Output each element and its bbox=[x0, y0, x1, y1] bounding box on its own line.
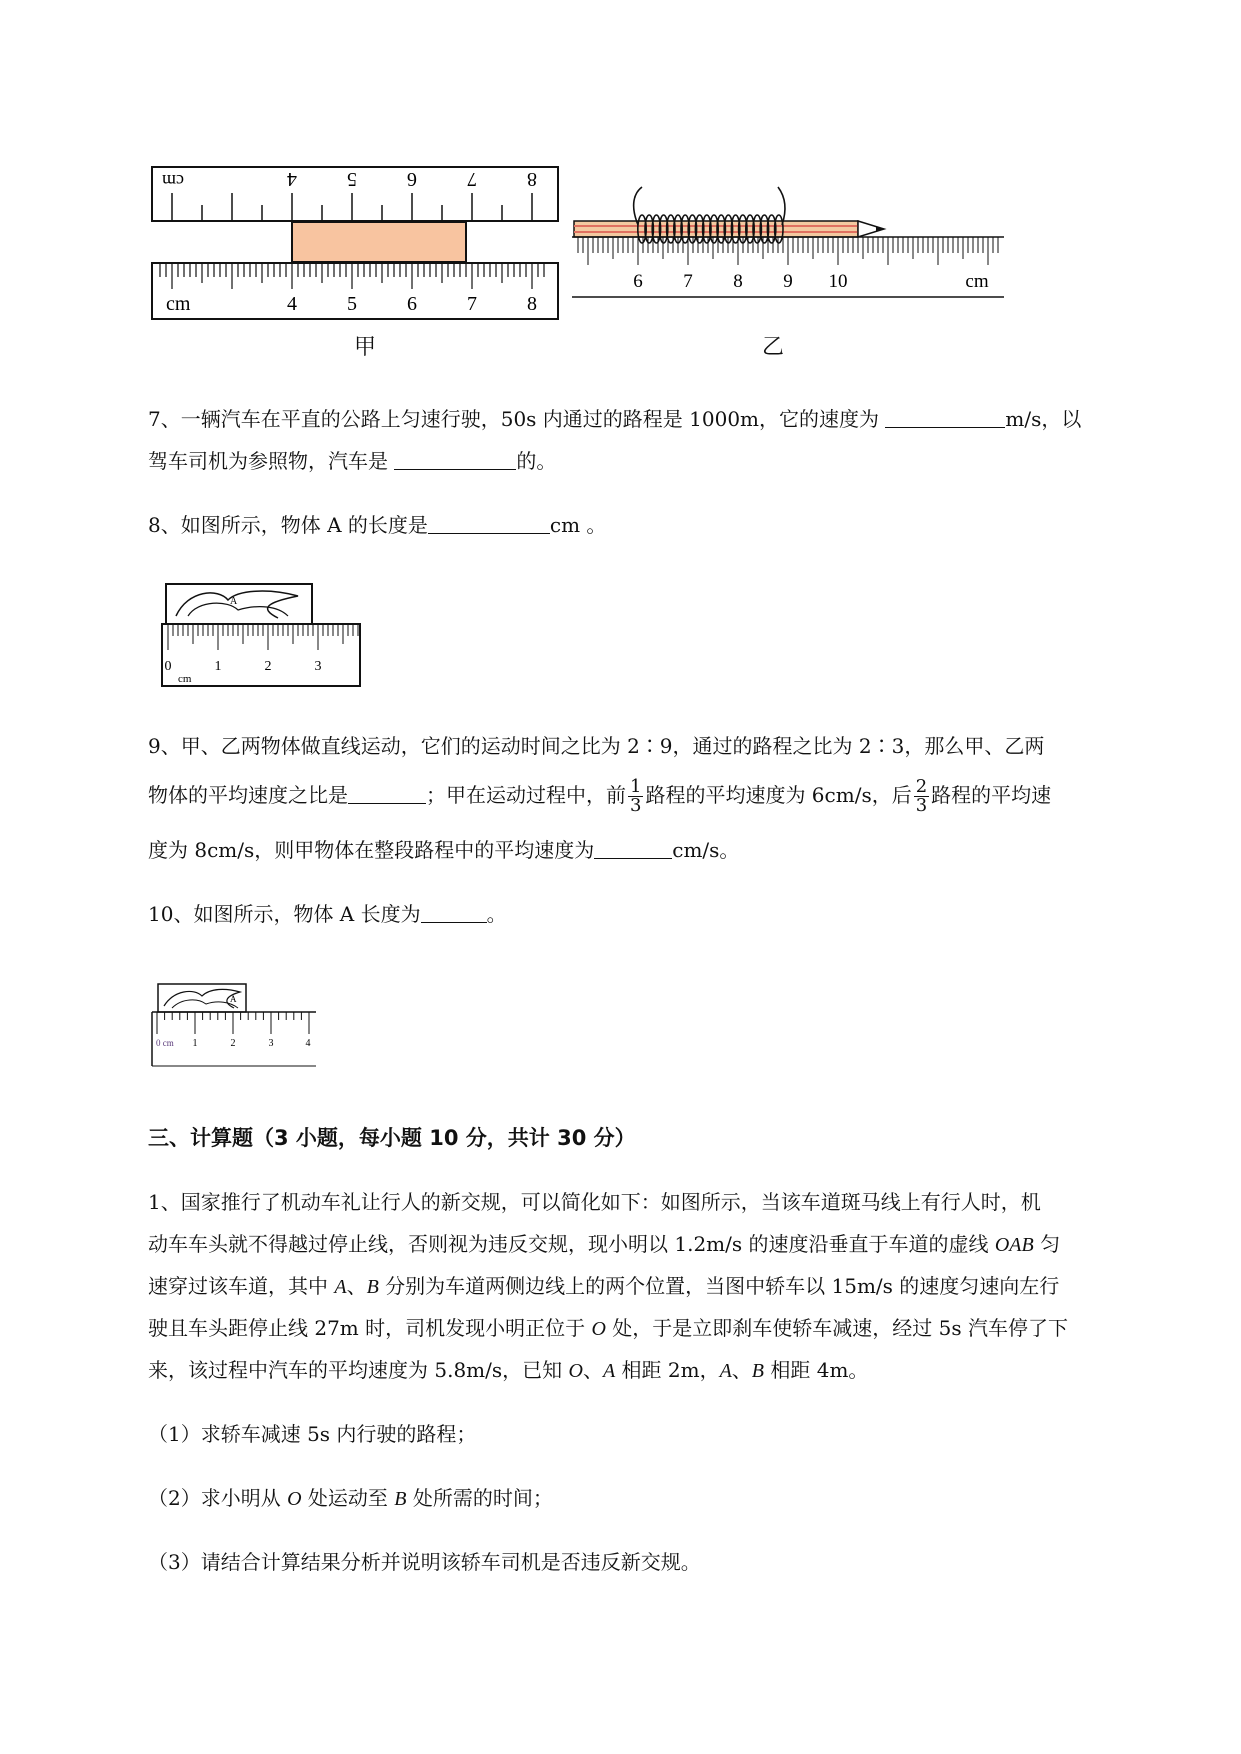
ruler-top-tick: 5 bbox=[347, 168, 357, 190]
q8-blank-length[interactable] bbox=[428, 513, 550, 534]
ruler-bottom-tick: 8 bbox=[527, 293, 537, 315]
q9-blank-average[interactable] bbox=[594, 838, 672, 859]
coil-end bbox=[634, 187, 642, 225]
q7-blank-speed[interactable] bbox=[885, 407, 1005, 428]
pencil-ruler-tick: 7 bbox=[683, 271, 693, 292]
calc1-line1: 1、国家推行了机动车礼让行人的新交规，可以简化如下：如图所示，当该车道斑马线上有行人时，机 bbox=[148, 1190, 1041, 1214]
calc1-line2: 动车车头就不得越过停止线，否则视为违反交规，现小明以 1.2m/s 的速度沿垂直于车道的虚线 OAB 匀 bbox=[148, 1232, 1061, 1256]
calc1-line3: 速穿过该车道，其中 A、B 分别为车道两侧边线上的两个位置，当图中轿车以 15m/s 的速度匀速向左行 bbox=[148, 1274, 1060, 1298]
calc1-line5: 来，该过程中汽车的平均速度为 5.8m/s，已知 O、A 相距 2m，A、B 相距 4m。 bbox=[148, 1358, 869, 1382]
q8-ruler-tick: 2 bbox=[264, 659, 272, 674]
ruler-bottom-tick: 6 bbox=[407, 293, 417, 315]
figure-caption-yi: 乙 bbox=[762, 335, 785, 360]
q10-ruler-tick: 2 bbox=[230, 1038, 236, 1049]
section-heading: 三、计算题（3 小题，每小题 10 分，共计 30 分） bbox=[148, 1126, 636, 1150]
measured-object bbox=[292, 222, 466, 262]
q8-text: 8、如图所示，物体 A 的长度是 cm 。 bbox=[148, 513, 607, 537]
q8-ruler-tick: 3 bbox=[314, 659, 322, 674]
q10-object-label: A bbox=[230, 994, 237, 1004]
calc1-sub1: （1）求轿车减速 5s 内行驶的路程； bbox=[148, 1422, 477, 1446]
q8-ruler-tick: 0 bbox=[164, 659, 172, 674]
q8-figure bbox=[158, 580, 370, 692]
calc1-sub3: （3）请结合计算结果分析并说明该轿车司机是否违反新交规。 bbox=[148, 1550, 701, 1574]
ruler-bottom-unit: cm bbox=[166, 293, 191, 315]
q10-ruler-tick: 1 bbox=[192, 1038, 198, 1049]
figure-yi-pencil bbox=[572, 185, 1012, 305]
ruler-top-tick: 7 bbox=[467, 168, 477, 190]
ruler-bottom-tick: 5 bbox=[347, 293, 357, 315]
q8-ruler-tick: 1 bbox=[214, 659, 222, 674]
q10-blank-length[interactable] bbox=[421, 902, 487, 923]
ruler-top-unit: cm bbox=[162, 171, 184, 191]
q9-line1: 9、甲、乙两物体做直线运动，它们的运动时间之比为 2∶9，通过的路程之比为 2∶3，那么甲、乙两 bbox=[148, 734, 1045, 758]
q8-ruler-unit: cm bbox=[178, 673, 192, 685]
q10-text: 10、如图所示，物体 A 长度为 。 bbox=[148, 902, 507, 926]
ruler-bottom-tick: 4 bbox=[287, 293, 297, 315]
q8-object-label: A bbox=[230, 596, 238, 607]
q9-blank-ratio[interactable] bbox=[348, 783, 426, 804]
pencil-ruler-tick: 10 bbox=[828, 271, 848, 292]
pencil-ruler-tick: 6 bbox=[633, 271, 643, 292]
q10-figure bbox=[150, 982, 320, 1068]
q9-line2: 物体的平均速度之比是 ；甲在运动过程中，前 $\frac{1}{3}$ 路程的平均速度为 6cm/s，后 $\frac{2}{3}$ 路程的平均速 bbox=[148, 776, 1052, 816]
q10-ruler-tick: 3 bbox=[268, 1038, 274, 1049]
ruler-top-tick: 6 bbox=[407, 168, 417, 190]
figure-caption-jia: 甲 bbox=[354, 335, 377, 360]
pencil-ruler-tick: 9 bbox=[783, 271, 793, 292]
pencil-ruler-tick: 8 bbox=[733, 271, 743, 292]
figure-jia-ruler bbox=[150, 165, 560, 325]
q7-blank-state[interactable] bbox=[394, 449, 516, 470]
q9-line3: 度为 8cm/s，则甲物体在整段路程中的平均速度为 cm/s。 bbox=[148, 838, 740, 862]
q9-fraction-one-third: $\frac{1}{3}$ bbox=[630, 776, 642, 816]
ruler-top-tick: 4 bbox=[287, 168, 297, 190]
q10-ruler-tick: 4 bbox=[305, 1038, 311, 1049]
pencil-ruler-unit: cm bbox=[965, 271, 989, 292]
q7-line1: 7、一辆汽车在平直的公路上匀速行驶，50s 内通过的路程是 1000m，它的速度为 m/s，以 bbox=[148, 407, 1082, 431]
q7-line2: 驾车司机为参照物，汽车是 的。 bbox=[148, 449, 557, 473]
q10-ruler-unit: 0 cm bbox=[156, 1038, 174, 1048]
q9-fraction-two-thirds: $\frac{2}{3}$ bbox=[915, 776, 928, 816]
calc1-sub2: （2）求小明从 O 处运动至 B 处所需的时间； bbox=[148, 1486, 553, 1510]
ruler-top-tick: 8 bbox=[527, 168, 537, 190]
calc1-line4: 驶且车头距停止线 27m 时，司机发现小明正位于 O 处，于是立即刹车使轿车减速，经过 5s 汽车停了下 bbox=[148, 1316, 1069, 1340]
ruler-bottom-tick: 7 bbox=[467, 293, 477, 315]
